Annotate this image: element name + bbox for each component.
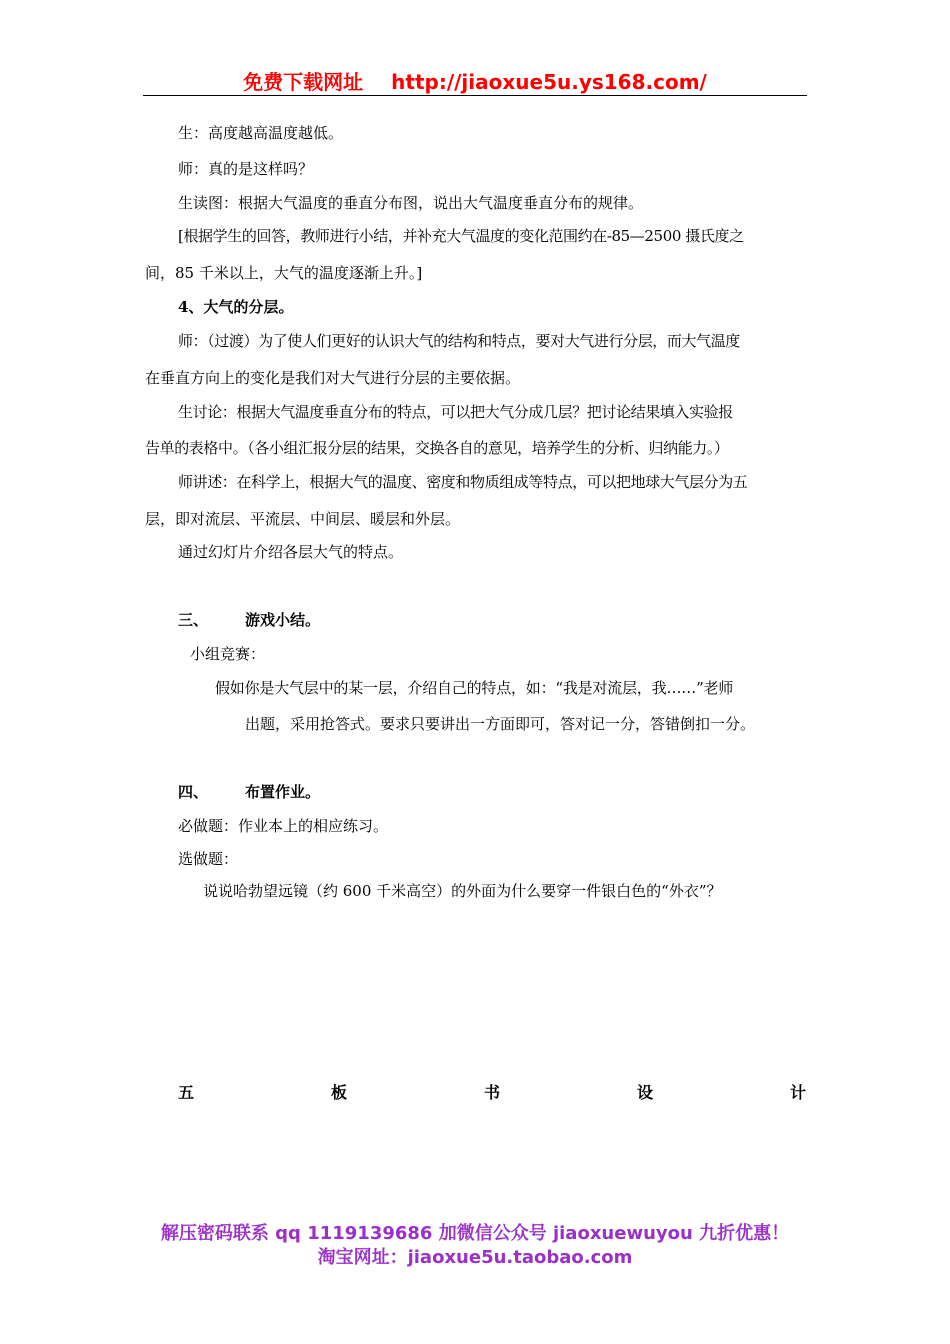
- section4-line-3: 说说哈勃望远镜（约 600 千米高空）的外面为什么要穿一件银白色的“外衣”？: [203, 882, 722, 900]
- body-line-10: 告单的表格中。（各小组汇报分层的结果，交换各自的意见，培养学生的分析、归纳能力。）: [145, 439, 729, 457]
- body-line-9: 生讨论：根据大气温度垂直分布的特点，可以把大气分成几层？把讨论结果填入实验报: [178, 403, 733, 421]
- section3-line-2: 假如你是大气层中的某一层，介绍自己的特点，如：“我是对流层，我……”老师: [215, 679, 734, 697]
- header-divider: [143, 95, 807, 96]
- body-line-4: [根据学生的回答，教师进行小结，并补充大气温度的变化范围约在-85—2500 摄氏度之: [178, 227, 744, 245]
- section4-number: 四、: [178, 783, 209, 801]
- board-char-4: 设: [637, 1083, 654, 1102]
- section4-title: 布置作业。: [245, 783, 321, 801]
- header-title: 免费下载网址: [243, 70, 364, 94]
- download-header: [0, 66, 950, 95]
- header-url-link[interactable]: http://jiaoxue5u.ys168.com/: [391, 70, 707, 94]
- section4-line-1: 必做题：作业本上的相应练习。: [178, 817, 389, 835]
- board-char-1: 五: [178, 1083, 195, 1102]
- section3-title: 游戏小结。: [245, 611, 321, 629]
- board-char-5: 计: [790, 1083, 807, 1102]
- board-char-3: 书: [484, 1083, 501, 1102]
- board-char-2: 板: [331, 1083, 348, 1102]
- body-line-7: 师：（过渡）为了使人们更好的认识大气的结构和特点，要对大气进行分层，而大气温度: [178, 332, 740, 350]
- body-line-12: 层，即对流层、平流层、中间层、暖层和外层。: [145, 510, 461, 528]
- body-line-5: 间，85 千米以上，大气的温度逐渐上升。]: [145, 264, 423, 282]
- body-line-13: 通过幻灯片介绍各层大气的特点。: [178, 543, 404, 561]
- body-line-11: 师讲述：在科学上，根据大气的温度、密度和物质组成等特点，可以把地球大气层分为五: [178, 473, 748, 491]
- body-line-8: 在垂直方向上的变化是我们对大气进行分层的主要依据。: [145, 369, 521, 387]
- section3-line-1: 小组竞赛：: [190, 645, 266, 663]
- body-line-1: 生：高度越高温度越低。: [178, 124, 344, 142]
- body-line-2: 师：真的是这样吗？: [178, 160, 314, 178]
- section4-line-2: 选做题：: [178, 850, 239, 868]
- footer-contact: 解压密码联系 qq 1119139686 加微信公众号 jiaoxuewuyou 九折优惠！: [160, 1223, 790, 1244]
- section-heading-layers: 4、大气的分层。: [178, 298, 294, 316]
- section3-number: 三、: [178, 611, 209, 629]
- section3-line-3: 出题，采用抢答式。要求只要讲出一方面即可，答对记一分，答错倒扣一分。: [245, 715, 756, 733]
- body-line-3: 生读图：根据大气温度的垂直分布图，说出大气温度垂直分布的规律。: [178, 194, 644, 212]
- footer-shop-link[interactable]: 淘宝网址：jiaoxue5u.taobao.com: [317, 1247, 633, 1268]
